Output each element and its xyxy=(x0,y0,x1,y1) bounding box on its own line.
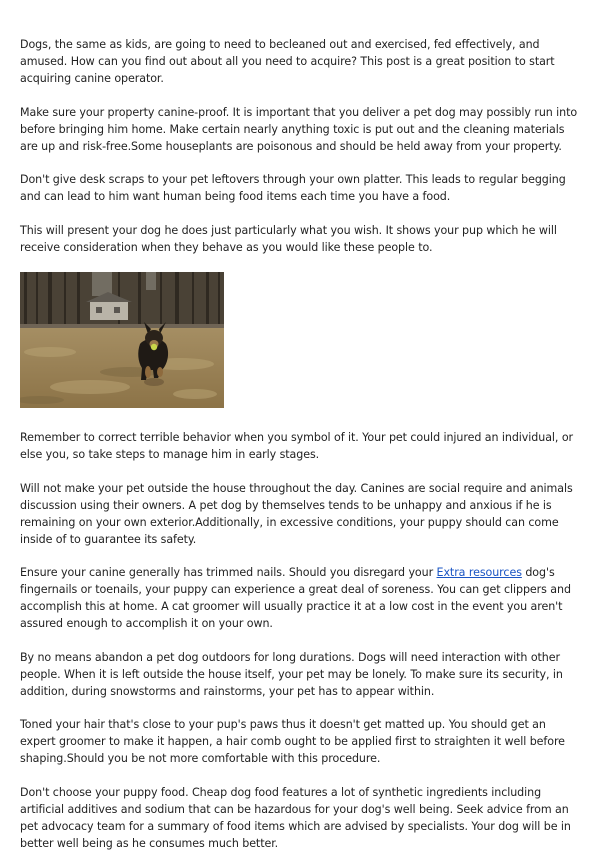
paragraph-outdoors: By no means abandon a pet dog outdoors for long durations. Dogs will need interaction with other people. When it is left outside the house itself, your pet may be lonely. To make sure its security, in addition, during snowstorms and rainstorms, your pet has to appear within. xyxy=(20,650,563,698)
paragraph-canine-proof: Make sure your property canine-proof. It is important that you deliver a pet dog may possibly run into before bringing him home. Make certain nearly anything toxic is put out and the cleaning materials are up and risk-free.Some houseplants are poisonous and should be held away from your property. xyxy=(20,105,578,153)
paragraph-correct-behavior: Remember to correct terrible behavior when you symbol of it. Your pet could injured an individual, or else you, so take steps to manage him in early stages. xyxy=(20,431,574,461)
extra-resources-link[interactable]: Extra resources xyxy=(436,566,522,579)
paragraph-nails xyxy=(20,564,580,632)
paragraph-outside: Will not make your pet outside the house throughout the day. Canines are social require and animals discussion using their owners. A pet dog by themselves tends to be unhappy and anxious if he is remaining on your own exterior.Additionally, in excessive conditions, your puppy should can come inside of to guarantee its safety. xyxy=(20,481,573,546)
paragraph-dog-food: Don't choose your puppy food. Cheap dog food features a lot of synthetic ingredients including artificial additives and sodium that can be hazardous for your dog's well being. Seek advice from an pet advocacy team for a summary of food items which are advised by specialists. Your dog will be in better well being as he consumes much better. xyxy=(20,785,571,850)
paragraph-table-scraps: Don't give desk scraps to your pet leftovers through your own platter. This leads to regular begging and can lead to him want human being food items each time you have a food. xyxy=(20,173,566,203)
paragraph-intro: Dogs, the same as kids, are going to need to becleaned out and exercised, fed effectively, and amused. How can you find out about all you need to acquire? This post is a great position to start acquiring canine operator. xyxy=(20,38,555,85)
dog-running-photo xyxy=(20,272,224,408)
paragraph-paws: Toned your hair that's close to your pup's paws thus it doesn't get matted up. You should get an expert groomer to make it happen, a hair comb ought to be applied first to straighten it well before shaping.Should you be not more comfortable with this procedure. xyxy=(20,718,565,765)
nails-text-before: Ensure your canine generally has trimmed nails. Should you disregard your xyxy=(20,566,437,579)
paragraph-consideration: This will present your dog he does just particularly what you wish. It shows your pup which he will receive consideration when they behave as you would like these people to. xyxy=(20,223,557,254)
nails-text-after: dog's fingernails or toenails, your puppy can experience a great deal of soreness. You can get clippers and accomplish this at home. A cat groomer will usually practice it at a low cost in the event you aren't assured enough to accomplish it on your own. xyxy=(20,566,571,630)
